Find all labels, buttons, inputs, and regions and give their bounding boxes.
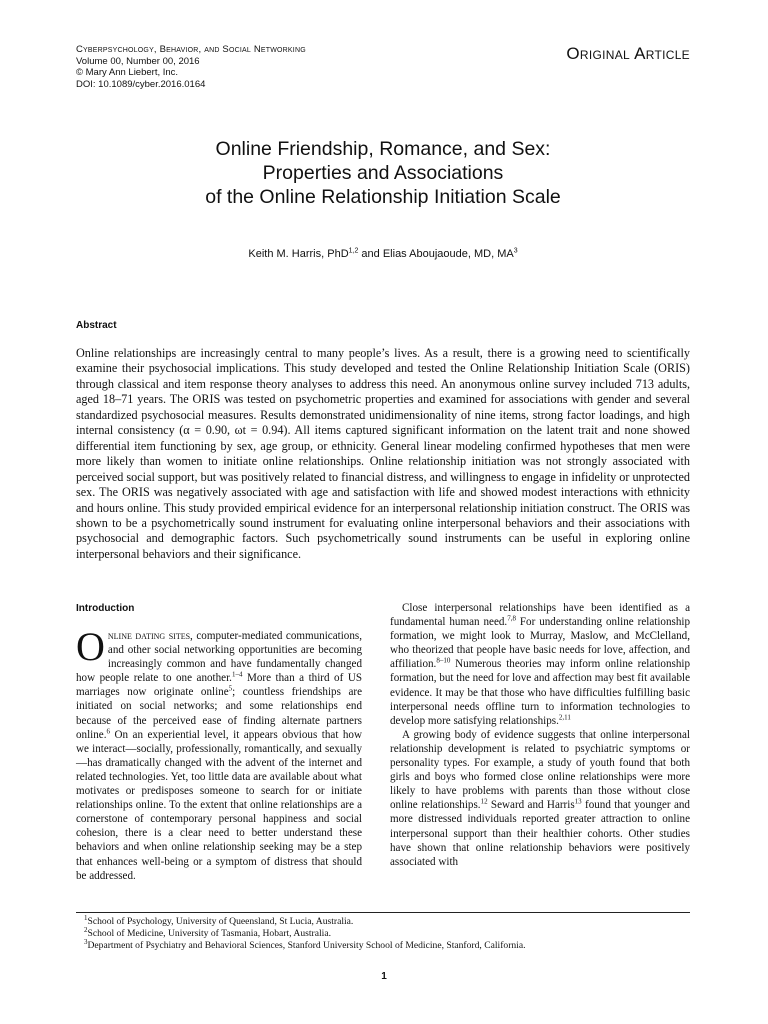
journal-header — [76, 44, 306, 90]
affiliation — [84, 937, 526, 952]
citation: 13 — [574, 797, 582, 806]
affiliation-text: School of Psychology, University of Queensland, St Lucia, Australia. — [87, 916, 354, 927]
introduction-column-right — [390, 601, 690, 869]
volume-info: Volume 00, Number 00, 2016 — [76, 55, 200, 67]
affiliation — [84, 925, 526, 940]
paragraph-text: On an experiential level, it appears obvious that how we interact—socially, professionally, romantically, and sexually—has dramatically changed with the advent of the internet and related technologies. Yet, too little data are available about what motivates or predisposes someone to search for or initiate relationships online. To the extent that online relationships are a cornerstone of contemporary personal happiness and social cohesion, there is a clear need to better understand these behaviors and when online relationship seeking may be a step that enhances well-being or a symptom of distress that should be addressed. — [76, 728, 362, 882]
affiliation-number: 2 — [84, 925, 88, 934]
citation: 8–10 — [436, 656, 451, 665]
author-affiliation-ref: 1,2 — [348, 247, 359, 255]
copyright: © Mary Ann Liebert, Inc. — [76, 67, 179, 78]
doi: DOI: 10.1089/cyber.2016.0164 — [76, 78, 206, 90]
paragraph-text: , computer-mediated communications, and other social networking opportunities are becoming increasingly common and have fundamentally changed how people relate to one another. — [76, 630, 362, 685]
paragraph — [390, 728, 690, 869]
citation: 5 — [228, 684, 233, 693]
affiliation-text: Department of Psychiatry and Behavioral Sciences, Stanford University School of Medicine, Stanford, California. — [87, 940, 526, 951]
drop-cap: O — [76, 624, 105, 669]
citation: 6 — [106, 726, 111, 735]
author-name: Elias Aboujaoude, MD, MA — [382, 248, 514, 260]
page-number: 1 — [381, 971, 387, 982]
paragraph-text: Numerous theories may inform online relationship formation, but the need for love and affection may best fit available evidence. It may be that those who have difficulties fulfilling basic interpersonal needs offline turn to information technologies to develop more satisfying relationships. — [390, 658, 690, 727]
paragraph-text: Close interpersonal relationships have been identified as a fundamental human need. — [390, 602, 690, 629]
citation: 1–4 — [231, 670, 243, 679]
author-affiliation-ref: 3 — [513, 247, 518, 255]
affiliation-number: 1 — [84, 913, 88, 922]
title-line: of the Online Relationship Initiation Scale — [205, 186, 561, 208]
introduction-column-left — [76, 624, 362, 883]
title-line: Properties and Associations — [262, 162, 504, 184]
paragraph-text: found that younger and more distressed individuals reported greater attraction to online interpersonal support than their healthier cohorts. Other studies have shown that online relationship behaviors were positively associated with — [390, 799, 690, 868]
paper-title — [76, 137, 690, 209]
affiliation — [84, 913, 526, 928]
paragraph-text: A growing body of evidence suggests that online interpersonal relationship development is related to psychiatric symptoms or personality types. For example, a study of youth found that both girls and boys who formed close online relationships were more likely to have problems with parents than those without close online relationships. — [390, 728, 690, 812]
paragraph-text: For understanding online relationship formation, we might look to Murray, Maslow, and McClelland, who theorized that people have basic needs for love, affection, and affiliation. — [390, 616, 690, 671]
lead-in-small-caps: nline dating sites — [107, 630, 191, 642]
paragraph-text: ; countless friendships are initiated on social networks; and some relationships end because of the perceived ease of finding alternate partners online. — [76, 686, 362, 741]
affiliations — [84, 913, 526, 952]
journal-name: Cyberpsychology, Behavior, and Social Networking — [76, 44, 306, 55]
paragraph-text: Seward and Harris — [487, 799, 575, 812]
abstract-heading: Abstract — [76, 320, 117, 331]
citation: 12 — [480, 797, 488, 806]
affiliation-number: 3 — [84, 937, 88, 946]
footnote-divider — [76, 912, 690, 913]
citation: 7,8 — [507, 614, 516, 623]
introduction-heading: Introduction — [76, 603, 135, 614]
paragraph-text: More than a third of US marriages now originate online — [76, 672, 362, 699]
affiliation-text: School of Medicine, University of Tasmania, Hobart, Australia. — [87, 928, 331, 939]
author-list — [76, 248, 690, 260]
author-separator: and — [358, 248, 383, 260]
paragraph — [390, 601, 690, 728]
author-name: Keith M. Harris, PhD — [248, 248, 349, 260]
article-type: Original Article — [566, 44, 690, 63]
title-line: Online Friendship, Romance, and Sex: — [215, 138, 551, 160]
citation: 2,11 — [558, 713, 571, 722]
abstract-text: Online relationships are increasingly central to many people’s lives. As a result, there is a growing need to scientifically examine their psychosocial implications. This study developed and tested the Online Relationship Initiation Scale (ORIS) through classical and item response theory analyses to address this need. An anonymous online survey included 713 adults, aged 18–71 years. The ORIS was tested on psychometric properties and examined for associations with gender and several standardized psychosocial measures. Results demonstrated unidimensionality of nine items, strong factor loadings, and high internal consistency (α = 0.90, ωt = 0.94). All items captured significant information on the latent trait and none showed differential item functioning by sex, age group, or ethnicity. General linear modeling confirmed hypotheses that men were more likely than women to initiate online relationships. Online relationship initiation was not strongly associated with perceived social support, but was positively related to financial distress, and willingness to engage in infidelity or unprotected sex. The ORIS was negatively associated with age and satisfaction with life and showed modest interactions with ethnicity and hours online. This study provided empirical evidence for an interpersonal relationship initiation construct. The ORIS was shown to be a psychometrically sound instrument for evaluating online interpersonal behaviors and their associations with psychosocial and demographic factors. Such psychometrically sound instruments can be useful in exploring online interpersonal behaviors and their significance. — [76, 346, 690, 561]
